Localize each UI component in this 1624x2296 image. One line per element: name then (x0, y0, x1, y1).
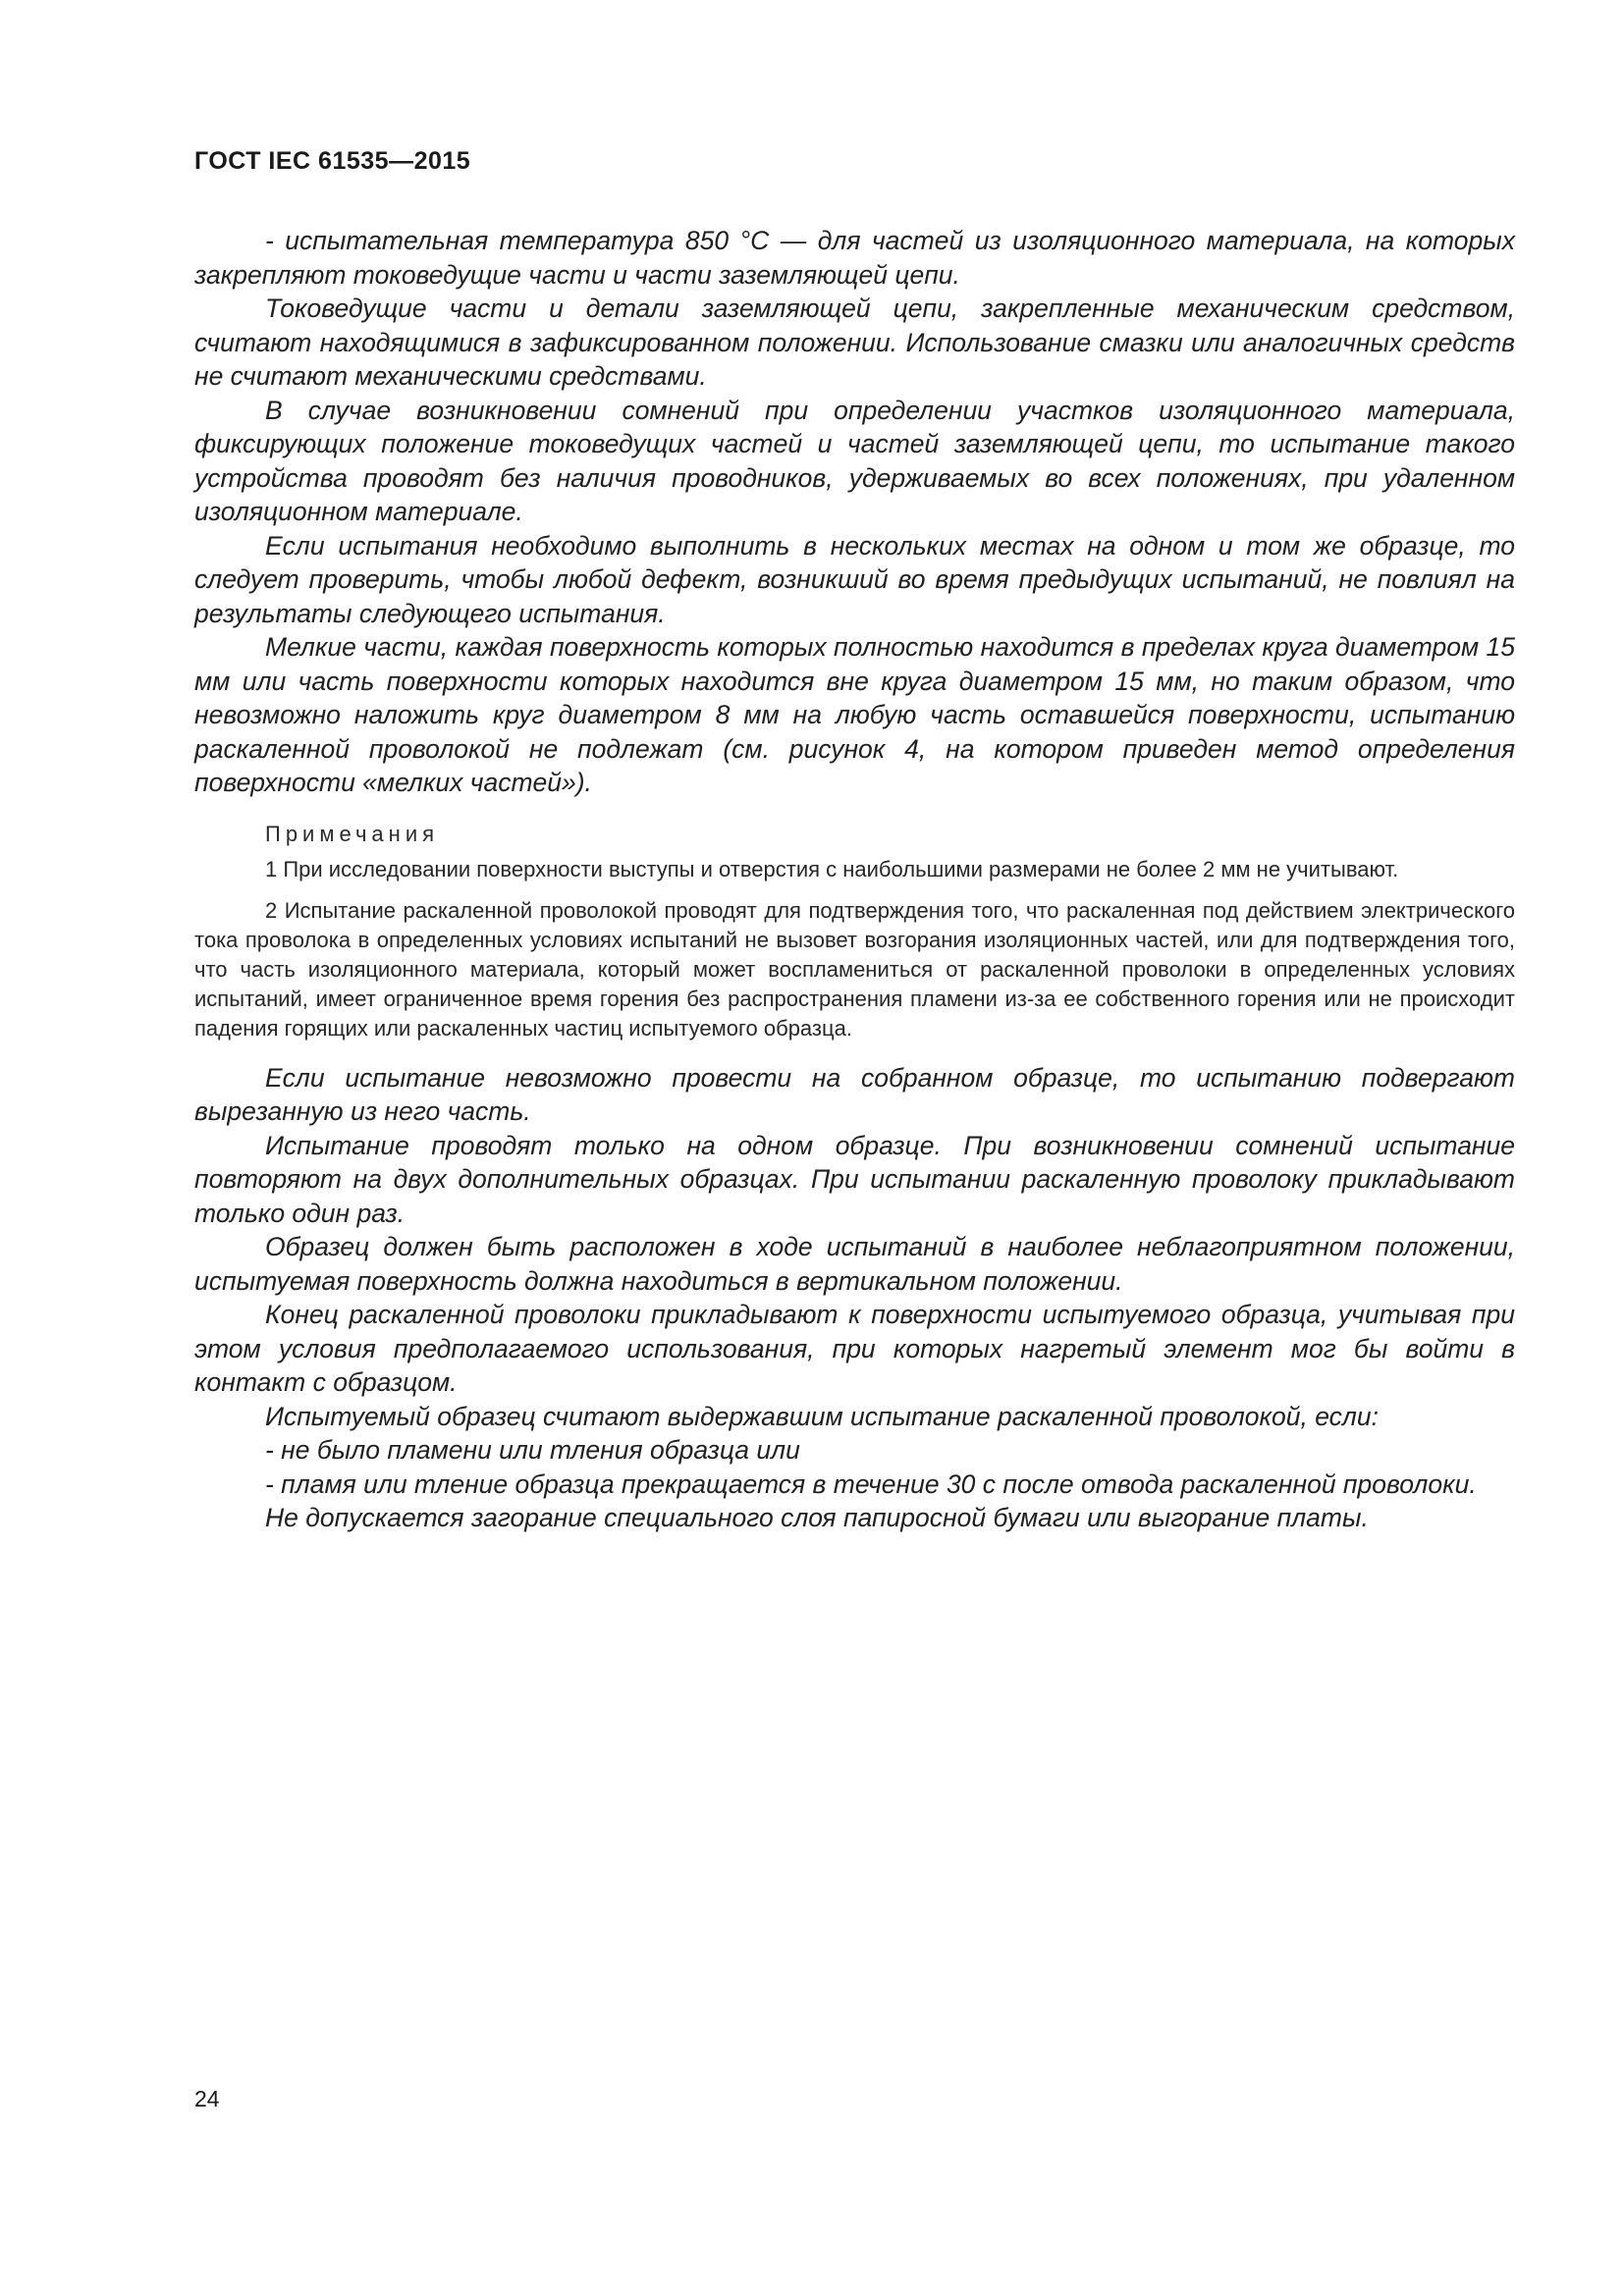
document-header: ГОСТ IEC 61535—2015 (194, 147, 471, 175)
paragraph-wire-application: Конец раскаленной проволоки прикладывают к поверхности испытуемого образца, учитывая при этом условия предполагаемого использования, при которых нагретый элемент мог бы войти в контакт с образцом. (194, 1300, 1515, 1397)
paragraph-cut-part: Если испытание невозможно провести на собранном образце, то испытанию подвергают вырезанную из него часть. (194, 1062, 1515, 1126)
note-item-1: 1 При исследовании поверхности выступы и отверстия с наибольшими размерами не более 2 мм не учитывают. (265, 856, 1399, 881)
paragraph-current-carrying-parts: Токоведущие части и детали заземляющей цепи, закрепленные механическим средством, считают находящимися в зафиксированном положении. Использование смазки или аналогичных средств не считают механическими средствами. (194, 294, 1515, 391)
main-text-continued (194, 1061, 1515, 1535)
paragraph-pass-criteria: Испытуемый образец считают выдержавшим испытание раскаленной проволокой, если: (265, 1401, 1379, 1431)
notes-title: Примечания (265, 821, 440, 846)
list-item-flame-extinguishes: - пламя или тление образца прекращается в течение 30 с после отвода раскаленной проволоки. (265, 1468, 1477, 1499)
note-item-2: 2 Испытание раскаленной проволокой проводят для подтверждения того, что раскаленная под действием электрического тока проволока в определенных условиях испытаний не вызовет возгорания изоляционных частей, или для подтверждения того, что часть изоляционного материала, который может воспламениться от раскаленной проволоки в определенных условиях испытаний, имеет ограниченное время горения без распространения пламени из-за ее собственного горения или не происходит падения горящих или раскаленных частиц испытуемого образца. (194, 897, 1515, 1041)
paragraph-tissue-paper: Не допускается загорание специального слоя папиросной бумаги или выгорание платы. (265, 1503, 1369, 1532)
page-number: 24 (194, 2086, 220, 2111)
document-body (194, 224, 1515, 1535)
paragraph-small-parts: Мелкие части, каждая поверхность которых полностью находится в пределах круга диаметром 15 мм или часть поверхности которых находится вне круга диаметром 15 мм, но таким образом, что невозможно наложить круг диаметром 8 мм на любую часть оставшейся поверхности, испытанию раскаленной проволокой не подлежат (см. рисунок 4, на котором приведен метод определения поверхности «мелких частей»). (194, 632, 1515, 797)
paragraph-test-temperature: - испытательная температура 850 °С — для частей из изоляционного материала, на которых закрепляют токоведущие части и части заземляющей цепи. (194, 226, 1515, 290)
paragraph-multiple-places: Если испытания необходимо выполнить в нескольких местах на одном и том же образце, то следует проверить, чтобы любой дефект, возникший во время предыдущих испытаний, не повлиял на результаты следующего испытания. (194, 530, 1515, 628)
paragraph-sample-position: Образец должен быть расположен в ходе испытаний в наиболее неблагоприятном положении, испытуемая поверхность должна находиться в вертикальном положении. (194, 1232, 1515, 1296)
paragraph-doubt-case: В случае возникновении сомнений при определении участков изоляционного материала, фиксирующих положение токоведущих частей и частей заземляющей цепи, то испытание такого устройства проводят без наличия проводников, удерживаемых во всех положениях, при удаленном изоляционном материале. (194, 395, 1515, 526)
list-item-no-flame: - не было пламени или тления образца или (265, 1435, 800, 1465)
notes-block (194, 820, 1515, 1043)
paragraph-single-sample: Испытание проводят только на одном образце. При возникновении сомнений испытание повторяют на двух дополнительных образцах. При испытании раскаленную проволоку прикладывают только один раз. (194, 1130, 1515, 1228)
